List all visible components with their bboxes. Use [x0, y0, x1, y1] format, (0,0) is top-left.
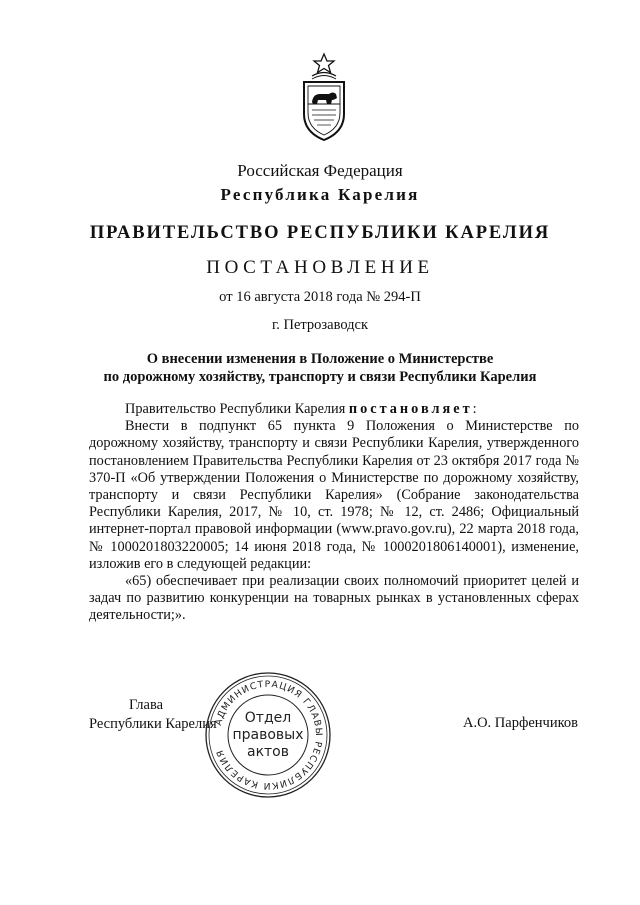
- intro-verb: постановляет: [348, 401, 473, 417]
- stamp-line: правовых: [232, 727, 304, 743]
- government-name: ПРАВИТЕЛЬСТВО РЕСПУБЛИКИ КАРЕЛИЯ: [89, 223, 551, 243]
- stamp-ring-path: АДМИНИСТРАЦИЯ ГЛАВЫ РЕСПУБЛИКИ КАРЕЛИЯ: [212, 678, 325, 792]
- document-city: г. Петрозаводск: [271, 317, 369, 333]
- body-paragraph: Внести в подпункт 65 пункта 9 Положения о Министерстве по дорожному хозяйству, транспорту и связи Республики Карелия, утвержденного постановлением Правительства Республики Карелия от 23 октября 2017 года № 370-П «Об утверждении Положения о Министерстве по дорожному хозяйству, транспорту и связи Республики Карелия» (Собрание законодательства Республики Карелия, 2017, № 10, ст. 1978; № 12, ст. 2486; Официальный интернет-портал правовой информации (www.pravo.gov.ru), 22 марта 2018 года, № 1000201803220005; 14 июня 2018 года, № 1000201806140001), изменение, изложив его в следующей редакции:: [89, 418, 579, 572]
- country-name: Российская Федерация: [237, 161, 403, 180]
- stamp-line: Отдел: [244, 710, 292, 726]
- intro-suffix: :: [472, 401, 477, 417]
- document-title: [80, 350, 560, 386]
- body-paragraph: «65) обеспечивает при реализации своих полномочий приоритет целей и задач по развитию конкуренции на товарных рынках в установленных сферах деятельности;».: [89, 573, 579, 624]
- title-line: О внесении изменения в Положение о Министерстве: [146, 351, 494, 367]
- document-type: ПОСТАНОВЛЕНИЕ: [206, 257, 434, 278]
- legal-department-stamp: [203, 670, 333, 800]
- signatory-title-line: Республики Карелия: [89, 716, 217, 732]
- signatory-title-line: Глава: [129, 697, 164, 713]
- stamp-line: актов: [246, 744, 290, 760]
- title-line: по дорожному хозяйству, транспорту и связи Республики Карелия: [103, 369, 537, 385]
- document-date-number: от 16 августа 2018 года № 294-П: [219, 289, 421, 305]
- karelia-coat-of-arms-icon: [296, 52, 352, 142]
- republic-name: Республика Карелия: [220, 185, 420, 204]
- signatory-name: А.О. Парфенчиков: [462, 715, 578, 731]
- intro-prefix: Правительство Республики Карелия: [125, 401, 349, 417]
- document-body: [89, 401, 579, 625]
- intro-paragraph: [89, 401, 579, 418]
